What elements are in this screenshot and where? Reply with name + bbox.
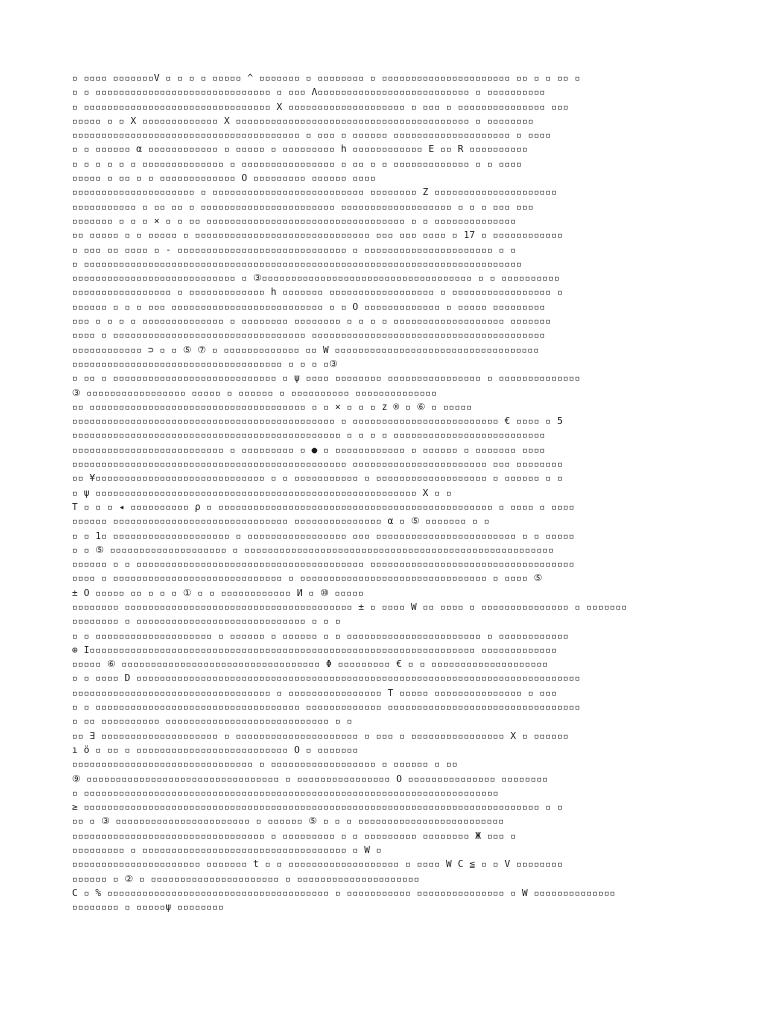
text-line: ▫▫▫▫▫▫▫▫▫▫▫▫▫▫▫▫▫▫▫▫▫▫▫▫▫▫▫▫▫▫▫ ▫ ▫▫▫▫▫▫▫▫▫▫▫▫▫▫▫▫▫▫ ▫ ▫▫▫▫▫▫ ▫ ▫▫ [72,759,458,771]
text-line: ▫▫ ▫▫▫▫▫▫▫▫▫▫▫▫▫▫▫▫▫▫▫▫▫▫▫▫▫▫▫▫▫▫▫▫▫▫▫▫▫ ▫ ▫ × ▫ ▫ ▫ z ® ▫ ⑥ ▫ ▫▫▫▫▫ [72,401,473,413]
text-line: ⊕ I▫▫▫▫▫▫▫▫▫▫▫▫▫▫▫▫▫▫▫▫▫▫▫▫▫▫▫▫▫▫▫▫▫▫▫▫▫▫▫▫▫▫▫▫▫▫▫▫▫▫▫▫▫▫▫▫▫▫▫▫▫▫▫▫▫▫ ▫▫▫▫▫▫▫▫▫▫▫▫▫ [72,644,558,656]
text-line: ▫▫▫▫ ▫ ▫▫▫▫▫▫▫▫▫▫▫▫▫▫▫▫▫▫▫▫▫▫▫▫▫▫▫▫▫▫▫▫▫ ▫▫▫▫▫▫▫▫▫▫▫▫▫▫▫▫▫▫▫▫▫▫▫▫▫▫▫▫▫▫▫▫▫▫▫▫▫▫▫▫ [72,330,546,342]
text-line: ▫▫▫▫▫ ▫ ▫▫ ▫ ▫ ▫▫▫▫▫▫▫▫▫▫▫▫▫ O ▫▫▫▫▫▫▫▫▫ ▫▫▫▫▫▫ ▫▫▫▫ [72,173,376,185]
text-line: ▫▫▫▫▫▫▫▫▫▫▫▫▫▫▫▫▫▫▫▫▫▫▫▫▫▫▫▫▫▫▫▫▫▫▫▫▫▫▫ ▫ ▫▫▫ ▫ ▫▫▫▫▫▫ ▫▫▫▫▫▫▫▫▫▫▫▫▫▫▫▫▫▫▫▫ ▫ ▫▫▫▫ [72,130,552,142]
text-line: ▫ ▫ ▫▫▫▫ D ▫▫▫▫▫▫▫▫▫▫▫▫▫▫▫▫▫▫▫▫▫▫▫▫▫▫▫▫▫▫▫▫▫▫▫▫▫▫▫▫▫▫▫▫▫▫▫▫▫▫▫▫▫▫▫▫▫▫▫▫▫▫▫▫▫▫▫▫▫▫▫▫▫▫▫▫ [72,673,581,685]
text-line: ▫▫ ∃ ▫▫▫▫▫▫▫▫▫▫▫▫▫▫▫▫▫▫▫▫ ▫ ▫▫▫▫▫▫▫▫▫▫▫▫▫▫▫▫▫▫▫▫▫ ▫ ▫▫▫ ▫ ▫▫▫▫▫▫▫▫▫▫▫▫▫▫▫▫ X ▫ ▫▫▫▫▫▫ [72,730,569,742]
text-line: ▫▫▫▫▫▫▫▫▫▫▫▫▫▫▫▫▫▫▫▫▫▫▫▫▫▫▫▫▫▫▫▫▫▫▫▫▫▫▫▫▫▫▫▫▫▫▫ ▫▫▫▫▫▫▫▫▫▫▫▫▫▫▫▫▫▫▫▫▫▫▫ ▫▫▫ ▫▫▫▫▫▫▫▫ [72,459,563,471]
text-line: ▫ ▫▫▫ ▫▫ ▫▫▫▫ ▫ - ▫▫▫▫▫▫▫▫▫▫▫▫▫▫▫▫▫▫▫▫▫▫▫▫▫▫▫▫▫ ▫ ▫▫▫▫▫▫▫▫▫▫▫▫▫▫▫▫▫▫▫▫▫▫ ▫ ▫ [72,244,517,256]
text-line: ③ ▫▫▫▫▫▫▫▫▫▫▫▫▫▫▫▫▫ ▫▫▫▫▫ ▫ ▫▫▫▫▫▫ ▫ ▫▫▫▫▫▫▫▫▫▫ ▫▫▫▫▫▫▫▫▫▫▫▫▫▫ [72,387,438,399]
text-line: ▫▫▫▫▫▫ ▫ ▫ ▫▫▫▫▫▫▫▫▫▫▫▫▫▫▫▫▫▫▫▫▫▫▫▫▫▫▫▫▫▫▫▫▫▫▫▫▫▫▫ ▫▫▫▫▫▫▫▫▫▫▫▫▫▫▫▫▫▫▫▫▫▫▫▫▫▫▫▫▫▫▫▫▫▫▫ [72,559,575,571]
text-line: ▫▫▫▫▫▫▫▫▫▫▫▫ ⊃ ▫ ▫ ⑤ ⑦ ▫ ▫▫▫▫▫▫▫▫▫▫▫▫▫ ▫▫ W ▫▫▫▫▫▫▫▫▫▫▫▫▫▫▫▫▫▫▫▫▫▫▫▫▫▫▫▫▫▫▫▫▫▫▫ [72,344,540,356]
text-line: ▫ ▫ ⑤ ▫▫▫▫▫▫▫▫▫▫▫▫▫▫▫▫▫▫▫▫ ▫ ▫▫▫▫▫▫▫▫▫▫▫▫▫▫▫▫▫▫▫▫▫▫▫▫▫▫▫▫▫▫▫▫▫▫▫▫▫▫▫▫▫▫▫▫▫▫▫▫▫▫▫▫▫ [72,544,554,556]
text-line: ▫▫▫▫▫▫▫ ▫ ▫ ▫ × ▫ ▫ ▫▫ ▫▫▫▫▫▫▫▫▫▫▫▫▫▫▫▫▫▫▫▫▫▫▫▫▫▫▫▫▫▫▫▫▫▫ ▫ ▫ ▫▫▫▫▫▫▫▫▫▫▫▫▫▫ [72,215,517,227]
text-line: ≥ ▫▫▫▫▫▫▫▫▫▫▫▫▫▫▫▫▫▫▫▫▫▫▫▫▫▫▫▫▫▫▫▫▫▫▫▫▫▫▫▫▫▫▫▫▫▫▫▫▫▫▫▫▫▫▫▫▫▫▫▫▫▫▫▫▫▫▫▫▫▫▫▫▫▫▫▫▫▫ ▫ ▫ [72,802,563,814]
text-line: ▫▫▫▫▫▫ ▫▫▫▫▫▫▫▫▫▫▫▫▫▫▫▫▫▫▫▫▫▫▫▫▫▫▫▫▫▫ ▫▫▫▫▫▫▫▫▫▫▫▫▫▫▫ α ▫ ⑤ ▫▫▫▫▫▫▫ ▫ ▫ [72,516,490,528]
text-line: ▫▫▫▫▫▫▫▫▫▫▫▫▫▫▫▫▫ ▫ ▫▫▫▫▫▫▫▫▫▫▫▫▫ h ▫▫▫▫▫▫▫ ▫▫▫▫▫▫▫▫▫▫▫▫▫▫▫▫▫▫ ▫ ▫▫▫▫▫▫▫▫▫▫▫▫▫▫▫▫▫ ▫ [72,287,563,299]
text-line: ▫▫▫▫▫▫▫▫▫▫▫▫▫▫▫▫▫▫▫▫▫▫▫▫▫▫▫▫▫▫▫▫▫▫▫▫ ▫ ▫ ▫ ▫③ [72,358,338,370]
text-line: ▫ ▫ ▫▫▫▫▫▫▫▫▫▫▫▫▫▫▫▫▫▫▫▫ ▫ ▫▫▫▫▫▫ ▫ ▫▫▫▫▫▫ ▫ ▫ ▫▫▫▫▫▫▫▫▫▫▫▫▫▫▫▫▫▫▫▫▫▫▫ ▫ ▫▫▫▫▫▫▫▫▫▫▫▫ [72,630,569,642]
text-line: ▫▫▫▫▫▫▫▫▫▫▫▫▫▫▫▫▫▫▫▫▫▫▫▫▫▫▫▫▫▫▫▫▫▫ ▫ ▫▫▫▫▫▫▫▫▫▫▫▫▫▫▫▫ T ▫▫▫▫▫ ▫▫▫▫▫▫▫▫▫▫▫▫▫▫▫ ▫ ▫▫▫ [72,687,558,699]
text-line: ▫▫▫▫▫ ▫ ▫ X ▫▫▫▫▫▫▫▫▫▫▫▫▫ X ▫▫▫▫▫▫▫▫▫▫▫▫▫▫▫▫▫▫▫▫▫▫▫▫▫▫▫▫▫▫▫▫▫▫▫▫▫▫▫▫ ▫ ▫▫▫▫▫▫▫▫ [72,115,534,127]
text-line: ▫ ▫▫▫▫▫▫▫▫▫▫▫▫▫▫▫▫▫▫▫▫▫▫▫▫▫▫▫▫▫▫▫▫ X ▫▫▫▫▫▫▫▫▫▫▫▫▫▫▫▫▫▫▫▫ ▫ ▫▫▫ ▫ ▫▫▫▫▫▫▫▫▫▫▫▫▫▫▫ ▫▫▫ [72,101,569,113]
text-line: ▫▫▫▫▫▫▫▫▫▫▫ ▫ ▫▫ ▫▫ ▫ ▫▫▫▫▫▫▫▫▫▫▫▫▫▫▫▫▫▫▫▫▫▫▫ ▫▫▫▫▫▫▫▫▫▫▫▫▫▫▫▫▫▫▫ ▫ ▫ ▫ ▫▫▫ ▫▫▫ [72,201,534,213]
text-line: T ▫ ▫ ▫ ◂ ▫▫▫▫▫▫▫▫▫▫ ρ ▫ ▫▫▫▫▫▫▫▫▫▫▫▫▫▫▫▫▫▫▫▫▫▫▫▫▫▫▫▫▫▫▫▫▫▫▫▫▫▫▫▫▫▫▫▫▫▫▫ ▫ ▫▫▫▫ ▫ ▫▫▫▫ [72,501,575,513]
text-line: ▫ ▫ 1▫ ▫▫▫▫▫▫▫▫▫▫▫▫▫▫▫▫▫▫▫▫ ▫ ▫▫▫▫▫▫▫▫▫▫▫▫▫▫▫▫▫ ▫▫▫ ▫▫▫▫▫▫▫▫▫▫▫▫▫▫▫▫▫▫▫▫▫▫▫▫ ▫ ▫ ▫▫▫▫▫ [72,530,575,542]
text-line: ▫▫▫▫▫▫▫▫▫▫▫▫▫▫▫▫▫▫▫▫▫▫▫▫▫▫▫▫▫▫▫▫▫▫▫▫▫▫▫▫▫▫▫▫▫▫ ▫ ▫ ▫ ▫ ▫▫▫▫▫▫▫▫▫▫▫▫▫▫▫▫▫▫▫▫▫▫▫▫▫▫ [72,430,546,442]
text-line: ▫▫▫▫▫▫▫▫ ▫ ▫▫▫▫▫▫▫▫▫▫▫▫▫▫▫▫▫▫▫▫▫▫▫▫▫▫▫▫▫ ▫ ▫ ▫ [72,616,341,628]
text-line: ▫▫▫▫▫▫ ▫ ② ▫ ▫▫▫▫▫▫▫▫▫▫▫▫▫▫▫▫▫▫▫▫▫▫ ▫ ▫▫▫▫▫▫▫▫▫▫▫▫▫▫▫▫▫▫▫▫▫ [72,873,420,885]
text-line: ▫ ▫ ▫ ▫ ▫ ▫ ▫▫▫▫▫▫▫▫▫▫▫▫▫▫ ▫ ▫▫▫▫▫▫▫▫▫▫▫▫▫▫▫▫ ▫ ▫▫ ▫ ▫ ▫▫▫▫▫▫▫▫▫▫▫▫▫ ▫ ▫ ▫▫▫▫ [72,158,523,170]
text-line: ▫▫▫ ▫ ▫ ▫ ▫ ▫▫▫▫▫▫▫▫▫▫▫▫▫▫ ▫ ▫▫▫▫▫▫▫▫ ▫▫▫▫▫▫▫▫ ▫ ▫ ▫ ▫ ▫▫▫▫▫▫▫▫▫▫▫▫▫▫▫▫▫▫▫ ▫▫▫▫▫▫▫ [72,316,552,328]
text-lines [72,72,696,916]
document-page [72,72,696,952]
text-line: C ▫ % ▫▫▫▫▫▫▫▫▫▫▫▫▫▫▫▫▫▫▫▫▫▫▫▫▫▫▫▫▫▫▫▫▫▫▫▫▫▫ ▫ ▫▫▫▫▫▫▫▫▫▫▫ ▫▫▫▫▫▫▫▫▫▫▫▫▫▫▫ ▫ W ▫▫▫▫▫▫▫▫▫▫▫▫▫▫ [72,887,616,899]
text-line: ▫▫▫▫▫▫▫▫▫▫▫▫▫▫▫▫▫▫▫▫▫▫▫▫▫▫ ▫ ▫▫▫▫▫▫▫▫▫ ▫ ● ▫ ▫▫▫▫▫▫▫▫▫▫▫▫ ▫ ▫▫▫▫▫▫ ▫ ▫▫▫▫▫▫▫ ▫▫▫▫ [72,444,546,456]
text-line: ▫ ▫▫▫▫▫▫▫▫▫▫▫▫▫▫▫▫▫▫▫▫▫▫▫▫▫▫▫▫▫▫▫▫▫▫▫▫▫▫▫▫▫▫▫▫▫▫▫▫▫▫▫▫▫▫▫▫▫▫▫▫▫▫▫▫▫▫▫▫▫▫▫ [72,787,499,799]
text-line: ▫▫▫▫▫▫▫▫▫▫▫▫▫▫▫▫▫▫▫▫▫▫▫▫▫▫▫▫▫▫▫▫▫▫▫▫▫▫▫▫▫▫▫▫▫ ▫ ▫▫▫▫▫▫▫▫▫▫▫▫▫▫▫▫▫▫▫▫▫▫▫▫▫ € ▫▫▫▫ ▫ 5 [72,416,563,428]
text-line: ▫▫ ▫ ③ ▫▫▫▫▫▫▫▫▫▫▫▫▫▫▫▫▫▫▫▫▫▫▫ ▫ ▫▫▫▫▫▫ ⑤ ▫ ▫ ▫ ▫▫▫▫▫▫▫▫▫▫▫▫▫▫▫▫▫▫▫▫▫▫▫▫▫ [72,816,505,828]
text-line: ▫▫ ¥▫▫▫▫▫▫▫▫▫▫▫▫▫▫▫▫▫▫▫▫▫▫▫▫▫▫▫▫▫ ▫ ▫ ▫▫▫▫▫▫▫▫▫▫▫ ▫ ▫▫▫▫▫▫▫▫▫▫▫▫▫▫▫▫▫▫▫ ▫ ▫▫▫▫▫▫ ▫ ▫ [72,473,563,485]
text-line: ▫ ▫▫ ▫▫▫▫▫▫▫▫▫▫ ▫▫▫▫▫▫▫▫▫▫▫▫▫▫▫▫▫▫▫▫▫▫▫▫▫▫▫▫ ▫ ▫ [72,716,353,728]
text-line: ▫ ▫▫▫▫▫▫▫▫▫▫▫▫▫▫▫▫▫▫▫▫▫▫▫▫▫▫▫▫▫▫▫▫▫▫▫▫▫▫▫▫▫▫▫▫▫▫▫▫▫▫▫▫▫▫▫▫▫▫▫▫▫▫▫▫▫▫▫▫▫▫▫▫▫▫▫ [72,258,523,270]
text-line: ▫▫▫▫▫▫▫▫▫ ▫ ▫▫▫▫▫▫▫▫▫▫▫▫▫▫▫▫▫▫▫▫▫▫▫▫▫▫▫▫▫▫▫▫▫▫▫ ▫ W ▫ [72,845,382,857]
text-line: ▫ ▫ ▫▫▫▫▫▫▫▫▫▫▫▫▫▫▫▫▫▫▫▫▫▫▫▫▫▫▫▫▫▫▫▫▫▫▫ ▫▫▫▫▫▫▫▫▫▫▫▫▫ ▫▫▫▫▫▫▫▫▫▫▫▫▫▫▫▫▫▫▫▫▫▫▫▫▫▫▫▫▫▫▫▫▫ [72,702,581,714]
text-line: ▫▫▫▫▫▫▫▫▫▫▫▫▫▫▫▫▫▫▫▫▫▫▫▫▫▫▫▫ ▫ ③▫▫▫▫▫▫▫▫▫▫▫▫▫▫▫▫▫▫▫▫▫▫▫▫▫▫▫▫▫▫▫▫▫▫▫▫ ▫ ▫ ▫▫▫▫▫▫▫▫▫▫ [72,273,560,285]
text-line: ▫ ψ ▫▫▫▫▫▫▫▫▫▫▫▫▫▫▫▫▫▫▫▫▫▫▫▫▫▫▫▫▫▫▫▫▫▫▫▫▫▫▫▫▫▫▫▫▫▫▫▫▫▫▫▫▫▫▫ X ▫ ▫ [72,487,452,499]
text-line: ▫ ▫ ▫▫▫▫▫▫▫▫▫▫▫▫▫▫▫▫▫▫▫▫▫▫▫▫▫▫▫▫▫▫ ▫ ▫▫▫ Λ▫▫▫▫▫▫▫▫▫▫▫▫▫▫▫▫▫▫▫▫▫▫▫▫▫▫ ▫ ▫▫▫▫▫▫▫▫▫▫ [72,87,546,99]
text-line: ▫ ▫ ▫▫▫▫▫▫ α ▫▫▫▫▫▫▫▫▫▫▫▫ ▫ ▫▫▫▫▫ ▫ ▫▫▫▫▫▫▫▫▫ h ▫▫▫▫▫▫▫▫▫▫▫▫ E ▫▫ R ▫▫▫▫▫▫▫▫▫▫ [72,144,528,156]
text-line: ± O ▫▫▫▫▫ ▫▫ ▫ ▫ ▫ ① ▫ ▫ ▫▫▫▫▫▫▫▫▫▫▫▫ И ▫ ⑩ ▫▫▫▫▫ [72,587,364,599]
text-line: ▫▫▫▫▫▫▫▫ ▫▫▫▫▫▫▫▫▫▫▫▫▫▫▫▫▫▫▫▫▫▫▫▫▫▫▫▫▫▫▫▫▫▫▫▫▫▫▫ ± ▫ ▫▫▫▫ W ▫▫ ▫▫▫▫ ▫ ▫▫▫▫▫▫▫▫▫▫▫▫▫▫▫ ▫ ▫▫▫▫▫▫▫ [72,601,628,613]
text-line: ▫▫▫▫▫▫▫▫▫▫▫▫▫▫▫▫▫▫▫▫▫▫▫▫▫▫▫▫▫▫▫▫▫ ▫ ▫▫▫▫▫▫▫▫▫ ▫ ▫ ▫▫▫▫▫▫▫▫▫ ▫▫▫▫▫▫▫▫ Ж ▫▫▫ ▫ [72,830,517,842]
text-line: ▫▫▫▫ ▫ ▫▫▫▫▫▫▫▫▫▫▫▫▫▫▫▫▫▫▫▫▫▫▫▫▫▫▫▫▫ ▫ ▫▫▫▫▫▫▫▫▫▫▫▫▫▫▫▫▫▫▫▫▫▫▫▫▫▫▫▫▫▫▫▫ ▫ ▫▫▫▫ ⑤ [72,573,543,585]
text-line: ı ö ▫ ▫▫ ▫ ▫▫▫▫▫▫▫▫▫▫▫▫▫▫▫▫▫▫▫▫▫▫▫▫▫▫ O ▫ ▫▫▫▫▫▫▫ [72,744,359,756]
text-line: ▫▫▫▫▫▫▫▫ ▫ ▫▫▫▫▫ψ ▫▫▫▫▫▫▫▫ [72,902,224,914]
text-line: ▫▫▫▫▫▫ ▫ ▫ ▫ ▫▫▫ ▫▫▫▫▫▫▫▫▫▫▫▫▫▫▫▫▫▫▫▫▫▫▫▫▫▫ ▫ ▫ O ▫▫▫▫▫▫▫▫▫▫▫▫▫ ▫ ▫▫▫▫▫ ▫▫▫▫▫▫▫▫▫ [72,301,546,313]
text-line: ▫ ▫▫ ▫ ▫▫▫▫▫▫▫▫▫▫▫▫▫▫▫▫▫▫▫▫▫▫▫▫▫▫▫▫ ▫ ψ ▫▫▫▫ ▫▫▫▫▫▫▫▫ ▫▫▫▫▫▫▫▫▫▫▫▫▫▫▫▫ ▫ ▫▫▫▫▫▫▫▫▫▫▫▫▫▫ [72,373,581,385]
text-line: ▫▫ ▫▫▫▫▫ ▫ ▫ ▫▫▫▫▫ ▫ ▫▫▫▫▫▫▫▫▫▫▫▫▫▫▫▫▫▫▫▫▫▫▫▫▫▫▫▫▫▫ ▫▫▫ ▫▫▫ ▫▫▫▫ ▫ 17 ▫ ▫▫▫▫▫▫▫▫▫▫▫▫ [72,230,563,242]
text-line: ⑨ ▫▫▫▫▫▫▫▫▫▫▫▫▫▫▫▫▫▫▫▫▫▫▫▫▫▫▫▫▫▫▫▫▫ ▫ ▫▫▫▫▫▫▫▫▫▫▫▫▫▫▫▫ O ▫▫▫▫▫▫▫▫▫▫▫▫▫▫▫ ▫▫▫▫▫▫▫▫ [72,773,549,785]
text-line: ▫▫▫▫▫▫▫▫▫▫▫▫▫▫▫▫▫▫▫▫▫ ▫ ▫▫▫▫▫▫▫▫▫▫▫▫▫▫▫▫▫▫▫▫▫▫▫▫▫▫ ▫▫▫▫▫▫▫▫ Z ▫▫▫▫▫▫▫▫▫▫▫▫▫▫▫▫▫▫▫▫▫ [72,187,558,199]
text-line: ▫▫▫▫▫ ⑥ ▫▫▫▫▫▫▫▫▫▫▫▫▫▫▫▫▫▫▫▫▫▫▫▫▫▫▫▫▫▫▫▫▫▫ Φ ▫▫▫▫▫▫▫▫▫ € ▫ ▫ ▫▫▫▫▫▫▫▫▫▫▫▫▫▫▫▫▫▫▫▫ [72,659,549,671]
text-line: ▫▫▫▫▫▫▫▫▫▫▫▫▫▫▫▫▫▫▫▫▫▫ ▫▫▫▫▫▫▫ t ▫ ▫ ▫▫▫▫▫▫▫▫▫▫▫▫▫▫▫▫▫▫▫ ▫ ▫▫▫▫ W C ≦ ▫ ▫ V ▫▫▫▫▫▫▫▫ [72,859,563,871]
text-line: ▫ ▫▫▫▫ ▫▫▫▫▫▫▫V ▫ ▫ ▫ ▫ ▫▫▫▫▫ ^ ▫▫▫▫▫▫▫ ▫ ▫▫▫▫▫▫▫▫ ▫ ▫▫▫▫▫▫▫▫▫▫▫▫▫▫▫▫▫▫▫▫▫▫ ▫▫ ▫ ▫ ▫▫ ▫ [72,73,581,84]
